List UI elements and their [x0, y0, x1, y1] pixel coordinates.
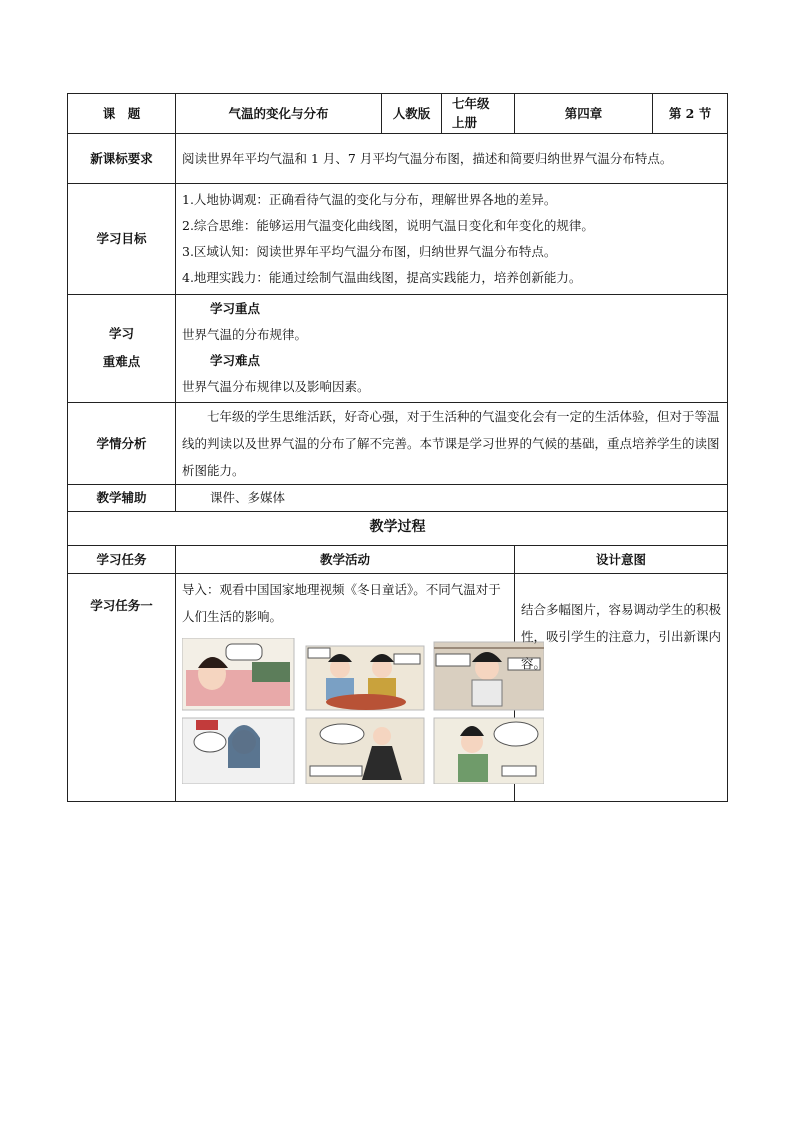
cartoon-illustration [182, 638, 544, 784]
intent-text: 结合多幅图片，容易调动学生的积极性，吸引学生的注意力，引出新课内容。 [515, 573, 728, 801]
objective-item: 3.区域认知：阅读世界年平均气温分布图，归纳世界气温分布特点。 [182, 243, 557, 259]
difficulty-heading: 学习难点 [210, 353, 261, 369]
key-points-row [68, 294, 728, 402]
analysis-row [68, 402, 728, 484]
aids-label: 教学辅助 [68, 484, 176, 511]
task-label: 学习任务一 [68, 573, 176, 801]
header-row [68, 94, 728, 134]
focus-text: 世界气温的分布规律。 [182, 327, 308, 343]
lesson-plan-table [67, 93, 728, 802]
curriculum-text: 阅读世界年平均气温和 1 月、7 月平均气温分布图，描述和简要归纳世界气温分布特点。 [176, 133, 728, 183]
analysis-text: 七年级的学生思维活跃，好奇心强，对于生活种的气温变化会有一定的生活体验，但对于等温线的判读以及世界气温的分布了解不完善。本节课是学习世界的气候的基础，重点培养学生的读图析图能力。 [176, 402, 728, 484]
section-cell: 第 2 节 [653, 94, 728, 134]
aids-text: 课件、多媒体 [210, 490, 286, 506]
course-label: 课 题 [68, 94, 176, 134]
analysis-label: 学情分析 [68, 402, 176, 484]
col-activity-header: 教学活动 [176, 545, 515, 573]
curriculum-label: 新课标要求 [68, 133, 176, 183]
focus-heading: 学习重点 [210, 301, 261, 317]
objective-item: 4.地理实践力：能通过绘制气温曲线图，提高实践能力，培养创新能力。 [182, 269, 582, 285]
process-header-row [68, 545, 728, 573]
difficulty-text: 世界气温分布规律以及影响因素。 [182, 379, 370, 395]
curriculum-row [68, 133, 728, 183]
grade-cell: 七年级 上册 [442, 94, 515, 134]
activity-text: 导入：观看中国国家地理视频《冬日童话》。不同气温对于人们生活的影响。 [182, 581, 501, 624]
task-row [68, 573, 728, 801]
publisher-cell: 人教版 [382, 94, 442, 134]
objectives-row [68, 183, 728, 294]
col-task-header: 学习任务 [68, 545, 176, 573]
topic-cell: 气温的变化与分布 [176, 94, 382, 134]
objective-item: 2.综合思维：能够运用气温变化曲线图，说明气温日变化和年变化的规律。 [182, 217, 594, 233]
key-points-label-1: 学习 [108, 326, 134, 342]
col-intent-header: 设计意图 [515, 545, 728, 573]
chapter-cell: 第四章 [515, 94, 653, 134]
process-title: 教学过程 [68, 511, 728, 545]
aids-row [68, 484, 728, 511]
objective-item: 1.人地协调观：正确看待气温的变化与分布，理解世界各地的差异。 [182, 191, 557, 207]
key-points-label-2: 重难点 [102, 354, 141, 370]
objectives-label: 学习目标 [68, 183, 176, 294]
process-title-row [68, 511, 728, 545]
